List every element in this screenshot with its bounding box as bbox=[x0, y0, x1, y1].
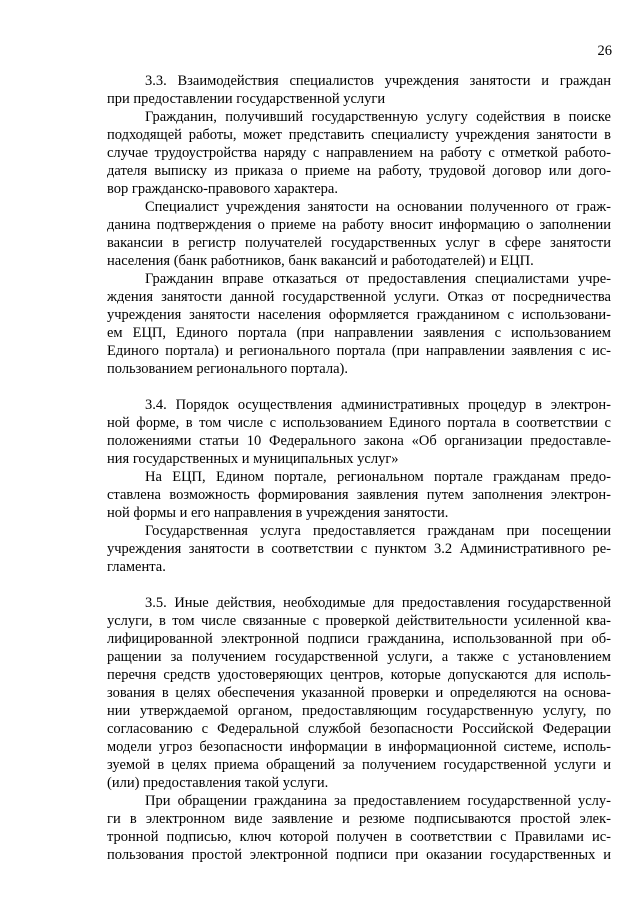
text-line: случае трудоустройства наряду с направлением на работу с отметкой работо- bbox=[107, 145, 611, 161]
text-line: Государственная услуга предоставляется гражданам при посещении bbox=[145, 523, 611, 539]
text-line: вор гражданско-правового характера. bbox=[107, 181, 338, 197]
text-line: ния государственных и муниципальных услуг» bbox=[107, 451, 399, 467]
text-line: пользования простой электронной подписи при оказании государственных и bbox=[107, 847, 611, 863]
text-line: 3.3. Взаимодействия специалистов учреждения занятости и граждан bbox=[145, 73, 611, 89]
text-line: гламента. bbox=[107, 559, 166, 575]
text-line: учреждения занятости в соответствии с пунктом 3.2 Административного ре- bbox=[107, 541, 611, 557]
text-line: При обращении гражданина за предоставлением государственной услу- bbox=[145, 793, 611, 809]
text-line: перечня средств удостоверяющих центров, которые допускаются для исполь- bbox=[107, 667, 611, 683]
text-line: (или) предоставления такой услуги. bbox=[107, 775, 329, 791]
text-line: населения (банк работников, банк вакансий и работодателей) и ЕЦП. bbox=[107, 253, 534, 269]
text-line: зуемой в целях приема обращений за получением государственной услуги и bbox=[107, 757, 611, 773]
text-line: дателя выписку из приказа о приеме на работу, трудовой договор или дого- bbox=[107, 163, 611, 179]
text-line: вакансии в регистр получателей государственных услуг в сфере занятости bbox=[107, 235, 611, 251]
text-line: пользованием регионального портала). bbox=[107, 361, 348, 377]
text-line: данина подтверждения о приеме на работу вносит информацию о заполнении bbox=[107, 217, 611, 233]
text-line: учреждения занятости населения оформляется гражданином с использовани- bbox=[107, 307, 611, 323]
text-line: Гражданин вправе отказаться от предоставления специалистами учре- bbox=[145, 271, 611, 287]
text-line: ги в электронном виде заявление и резюме подписываются простой элек- bbox=[107, 811, 611, 827]
text-line: 3.4. Порядок осуществления административных процедур в электрон- bbox=[145, 397, 611, 413]
text-line: услуги, в том числе связанные с проверкой действительности усиленной ква- bbox=[107, 613, 611, 629]
text-line: нии утверждаемой органом, предоставляющим государственную услугу, по bbox=[107, 703, 611, 719]
text-line: ем ЕЦП, Единого портала (при направлении заявления с использованием bbox=[107, 325, 611, 341]
text-line: ной формы и его направления в учреждения занятости. bbox=[107, 505, 449, 521]
text-line: ждения занятости данной государственной услуги. Отказ от посредничества bbox=[107, 289, 611, 305]
text-line: зования в целях обеспечения указанной проверки и определяются на основа- bbox=[107, 685, 611, 701]
text-line: согласованию с Федеральной службой безопасности Российской Федерации bbox=[107, 721, 611, 737]
text-line: ставлена возможность формирования заявления путем заполнения электрон- bbox=[107, 487, 611, 503]
text-line: ращении за получением государственной услуги, а также с установлением bbox=[107, 649, 611, 665]
text-line: тронной подписью, ключ которой получен в соответствии с Правилами ис- bbox=[107, 829, 611, 845]
text-line: модели угроз безопасности информации в информационной системе, исполь- bbox=[107, 739, 611, 755]
text-line: ной форме, в том числе с использованием Единого портала в соответствии с bbox=[107, 415, 611, 431]
text-line: при предоставлении государственной услуги bbox=[107, 91, 386, 107]
text-line: Единого портала) и регионального портала (при направлении заявления с ис- bbox=[107, 343, 611, 359]
text-line: подходящей работы, может представить специалисту учреждения занятости в bbox=[107, 127, 611, 143]
text-line: положениями статьи 10 Федерального закона «Об организации предоставле- bbox=[107, 433, 611, 449]
text-line: лифицированной электронной подписи гражданина, использованной при об- bbox=[107, 631, 611, 647]
text-line: Специалист учреждения занятости на основании полученного от граж- bbox=[145, 199, 611, 215]
page-number: 26 bbox=[597, 43, 612, 59]
text-line: Гражданин, получивший государственную услугу содействия в поиске bbox=[145, 109, 611, 125]
text-line: На ЕЦП, Едином портале, региональном портале гражданам предо- bbox=[145, 469, 611, 485]
text-line: 3.5. Иные действия, необходимые для предоставления государственной bbox=[145, 595, 611, 611]
